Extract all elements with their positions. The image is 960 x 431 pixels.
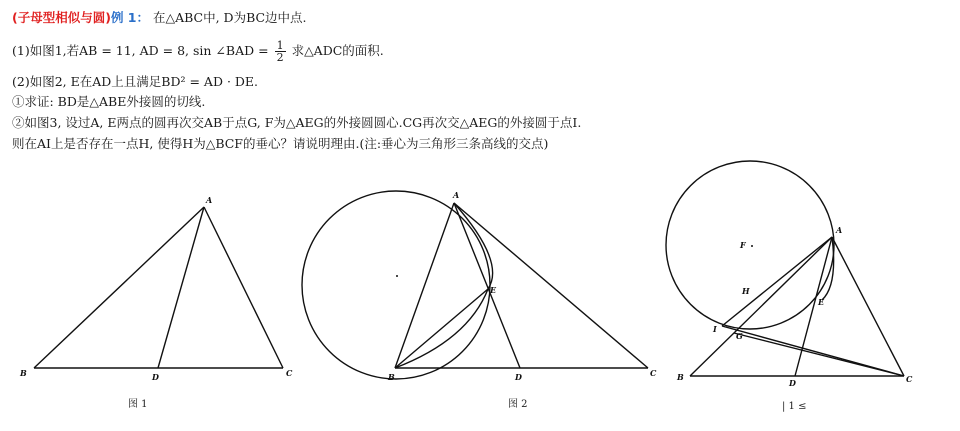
fig3-segment-ac — [832, 237, 904, 376]
fig3-caption: | 1 ≤ — [782, 401, 807, 412]
fig3-label-e: E — [818, 297, 825, 307]
fig3-label-i: I — [713, 324, 717, 334]
example-label: 例 1： — [110, 10, 149, 25]
figure-1 — [19, 195, 293, 410]
fig2-arc-abe — [395, 203, 493, 368]
fig3-segment-ai — [722, 237, 832, 326]
fig1-label-d: D — [152, 372, 159, 382]
fraction-numerator: 1 — [276, 39, 284, 52]
part1-prefix: (1)如图1,若AB = 11, AD = 8, sin ∠BAD = — [12, 43, 269, 58]
fig1-segment-ac — [204, 207, 283, 368]
fig3-center-dot — [751, 245, 753, 247]
fig3-label-c: C — [906, 374, 913, 384]
fig3-segment-gc — [734, 333, 904, 376]
fig2-caption: 图 2 — [508, 399, 528, 410]
fig2-label-c: C — [650, 368, 657, 378]
part2-q3-text: 则在AI上是否存在一点H, 使得H为△BCF的垂心？请说明理由.(注:垂心为三角形三条高线的交点) — [12, 136, 549, 151]
fig2-segment-ac — [454, 203, 648, 368]
fig2-circumcircle — [302, 191, 490, 379]
part2-text: (2)如图2, E在AD上且满足BD² = AD · DE. — [12, 74, 259, 89]
problem-intro: 在△ABC中, D为BC边中点. — [152, 10, 307, 25]
fig2-label-d: D — [515, 372, 522, 382]
part1-suffix: 求△ADC的面积. — [291, 43, 384, 58]
fig2-label-e: E — [490, 285, 497, 295]
fig3-label-d: D — [789, 378, 796, 388]
fig3-label-g: G — [736, 331, 743, 341]
part2-q2-text: ②如图3, 设过A, E两点的圆再次交AB于点G, F为△AEG的外接圆圆心.CG再次交△AEG的外接圆于点I. — [12, 115, 582, 130]
fig3-label-a: A — [836, 225, 843, 235]
fig1-label-b: B — [20, 368, 27, 378]
figure-2 — [302, 190, 657, 410]
fig1-segment-ad — [158, 207, 204, 368]
fig2-center-dot — [396, 275, 398, 277]
fig1-label-a: A — [206, 195, 213, 205]
problem-tag: (子母型相似与圆) — [12, 10, 111, 25]
fig3-label-h: H — [742, 286, 750, 296]
fig3-label-f: F — [740, 240, 746, 250]
fig1-label-c: C — [286, 368, 293, 378]
fig3-label-b: B — [677, 372, 684, 382]
fig2-label-a: A — [453, 190, 460, 200]
part2-q1-text: ①求证: BD是△ABE外接圆的切线. — [12, 94, 206, 109]
figure-3 — [666, 161, 913, 412]
fraction-denominator: 2 — [276, 51, 284, 64]
fig1-segment-ab — [34, 207, 204, 368]
fig1-caption: 图 1 — [128, 399, 148, 410]
fig2-label-b: B — [388, 372, 395, 382]
fig3-segment-ab — [690, 237, 832, 376]
fig2-segment-ad — [454, 203, 520, 368]
